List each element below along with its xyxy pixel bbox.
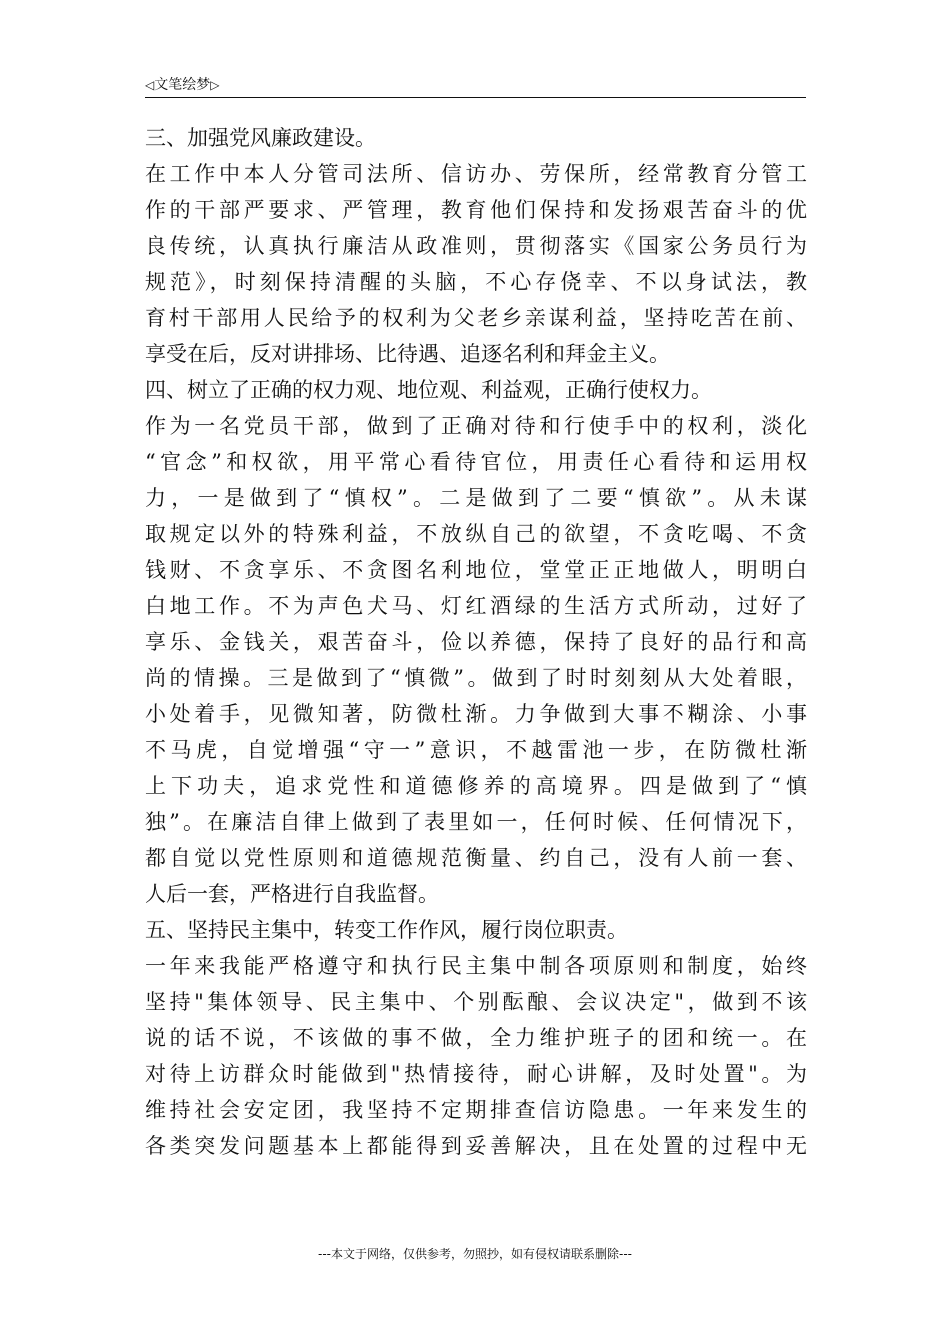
text-line: 人后一套，严格进行自我监督。 xyxy=(145,882,439,906)
text-line: 一年来我能严格遵守和执行民主集中制各项原则和制度，始终 xyxy=(145,954,807,978)
text-line: 取规定以外的特殊利益，不放纵自己的欲望，不贪吃喝、不贪 xyxy=(145,522,807,546)
header-rule xyxy=(145,97,806,98)
text-line: 良传统，认真执行廉洁从政准则，贯彻落实《国家公务员行为 xyxy=(145,234,807,258)
text-line: 四、树立了正确的权力观、地位观、利益观，正确行使权力。 xyxy=(145,378,712,402)
text-line: 说的话不说，不该做的事不做，全力维护班子的团和统一。在 xyxy=(145,1026,807,1050)
right-triangle-icon: ▷ xyxy=(210,78,220,92)
text-line: 上下功夫，追求党性和道德修养的高境界。四是做到了“慎 xyxy=(145,774,807,798)
text-line: 规范》，时刻保持清醒的头脑，不心存侥幸、不以身试法，教 xyxy=(145,270,807,294)
text-line: 坚持"集体领导、民主集中、个别酝酿、会议决定"，做到不该 xyxy=(145,990,807,1014)
text-line: 对待上访群众时能做到"热情接待，耐心讲解，及时处置"。为 xyxy=(145,1062,807,1086)
text-line: 尚的情操。三是做到了“慎微”。做到了时时刻刻从大处着眼， xyxy=(145,666,807,690)
text-line: 都自觉以党性原则和道德规范衡量、约自己，没有人前一套、 xyxy=(145,846,807,870)
text-line: 各类突发问题基本上都能得到妥善解决，且在处置的过程中无 xyxy=(145,1134,807,1158)
text-line: 享受在后，反对讲排场、比待遇、追逐名利和拜金主义。 xyxy=(145,342,670,366)
text-line: 作的干部严要求、严管理，教育他们保持和发扬艰苦奋斗的优 xyxy=(145,198,807,222)
page-footer: ---本文于网络，仅供参考，勿照抄，如有侵权请联系删除--- xyxy=(318,1247,632,1261)
text-line: “官念”和权欲，用平常心看待官位，用责任心看待和运用权 xyxy=(145,450,807,474)
text-line: 育村干部用人民给予的权利为父老乡亲谋利益，坚持吃苦在前、 xyxy=(145,306,807,330)
text-line: 三、加强党风廉政建设。 xyxy=(145,126,376,150)
document-body xyxy=(145,120,807,1164)
text-line: 作为一名党员干部，做到了正确对待和行使手中的权利，淡化 xyxy=(145,414,807,438)
text-line: 享乐、金钱关，艰苦奋斗，俭以养德，保持了良好的品行和高 xyxy=(145,630,807,654)
text-line: 在工作中本人分管司法所、信访办、劳保所，经常教育分管工 xyxy=(145,162,807,186)
text-line: 独”。在廉洁自律上做到了表里如一，任何时候、任何情况下， xyxy=(145,810,807,834)
header-title: 文笔绘梦 xyxy=(154,77,211,93)
text-line: 钱财、不贪享乐、不贪图名利地位，堂堂正正地做人，明明白 xyxy=(145,558,807,582)
left-triangle-icon: ◁ xyxy=(145,78,155,92)
text-line: 小处着手，见微知著，防微杜渐。力争做到大事不糊涂、小事 xyxy=(145,702,807,726)
text-line: 力，一是做到了“慎权”。二是做到了二要“慎欲”。从未谋 xyxy=(145,486,807,510)
text-line: 维持社会安定团，我坚持不定期排查信访隐患。一年来发生的 xyxy=(145,1098,807,1122)
page-header xyxy=(145,74,219,96)
text-line: 不马虎，自觉增强“守一”意识，不越雷池一步，在防微杜渐 xyxy=(145,738,807,762)
text-line: 白地工作。不为声色犬马、灯红酒绿的生活方式所动，过好了 xyxy=(145,594,807,618)
text-line: 五、坚持民主集中，转变工作作风，履行岗位职责。 xyxy=(145,918,628,942)
